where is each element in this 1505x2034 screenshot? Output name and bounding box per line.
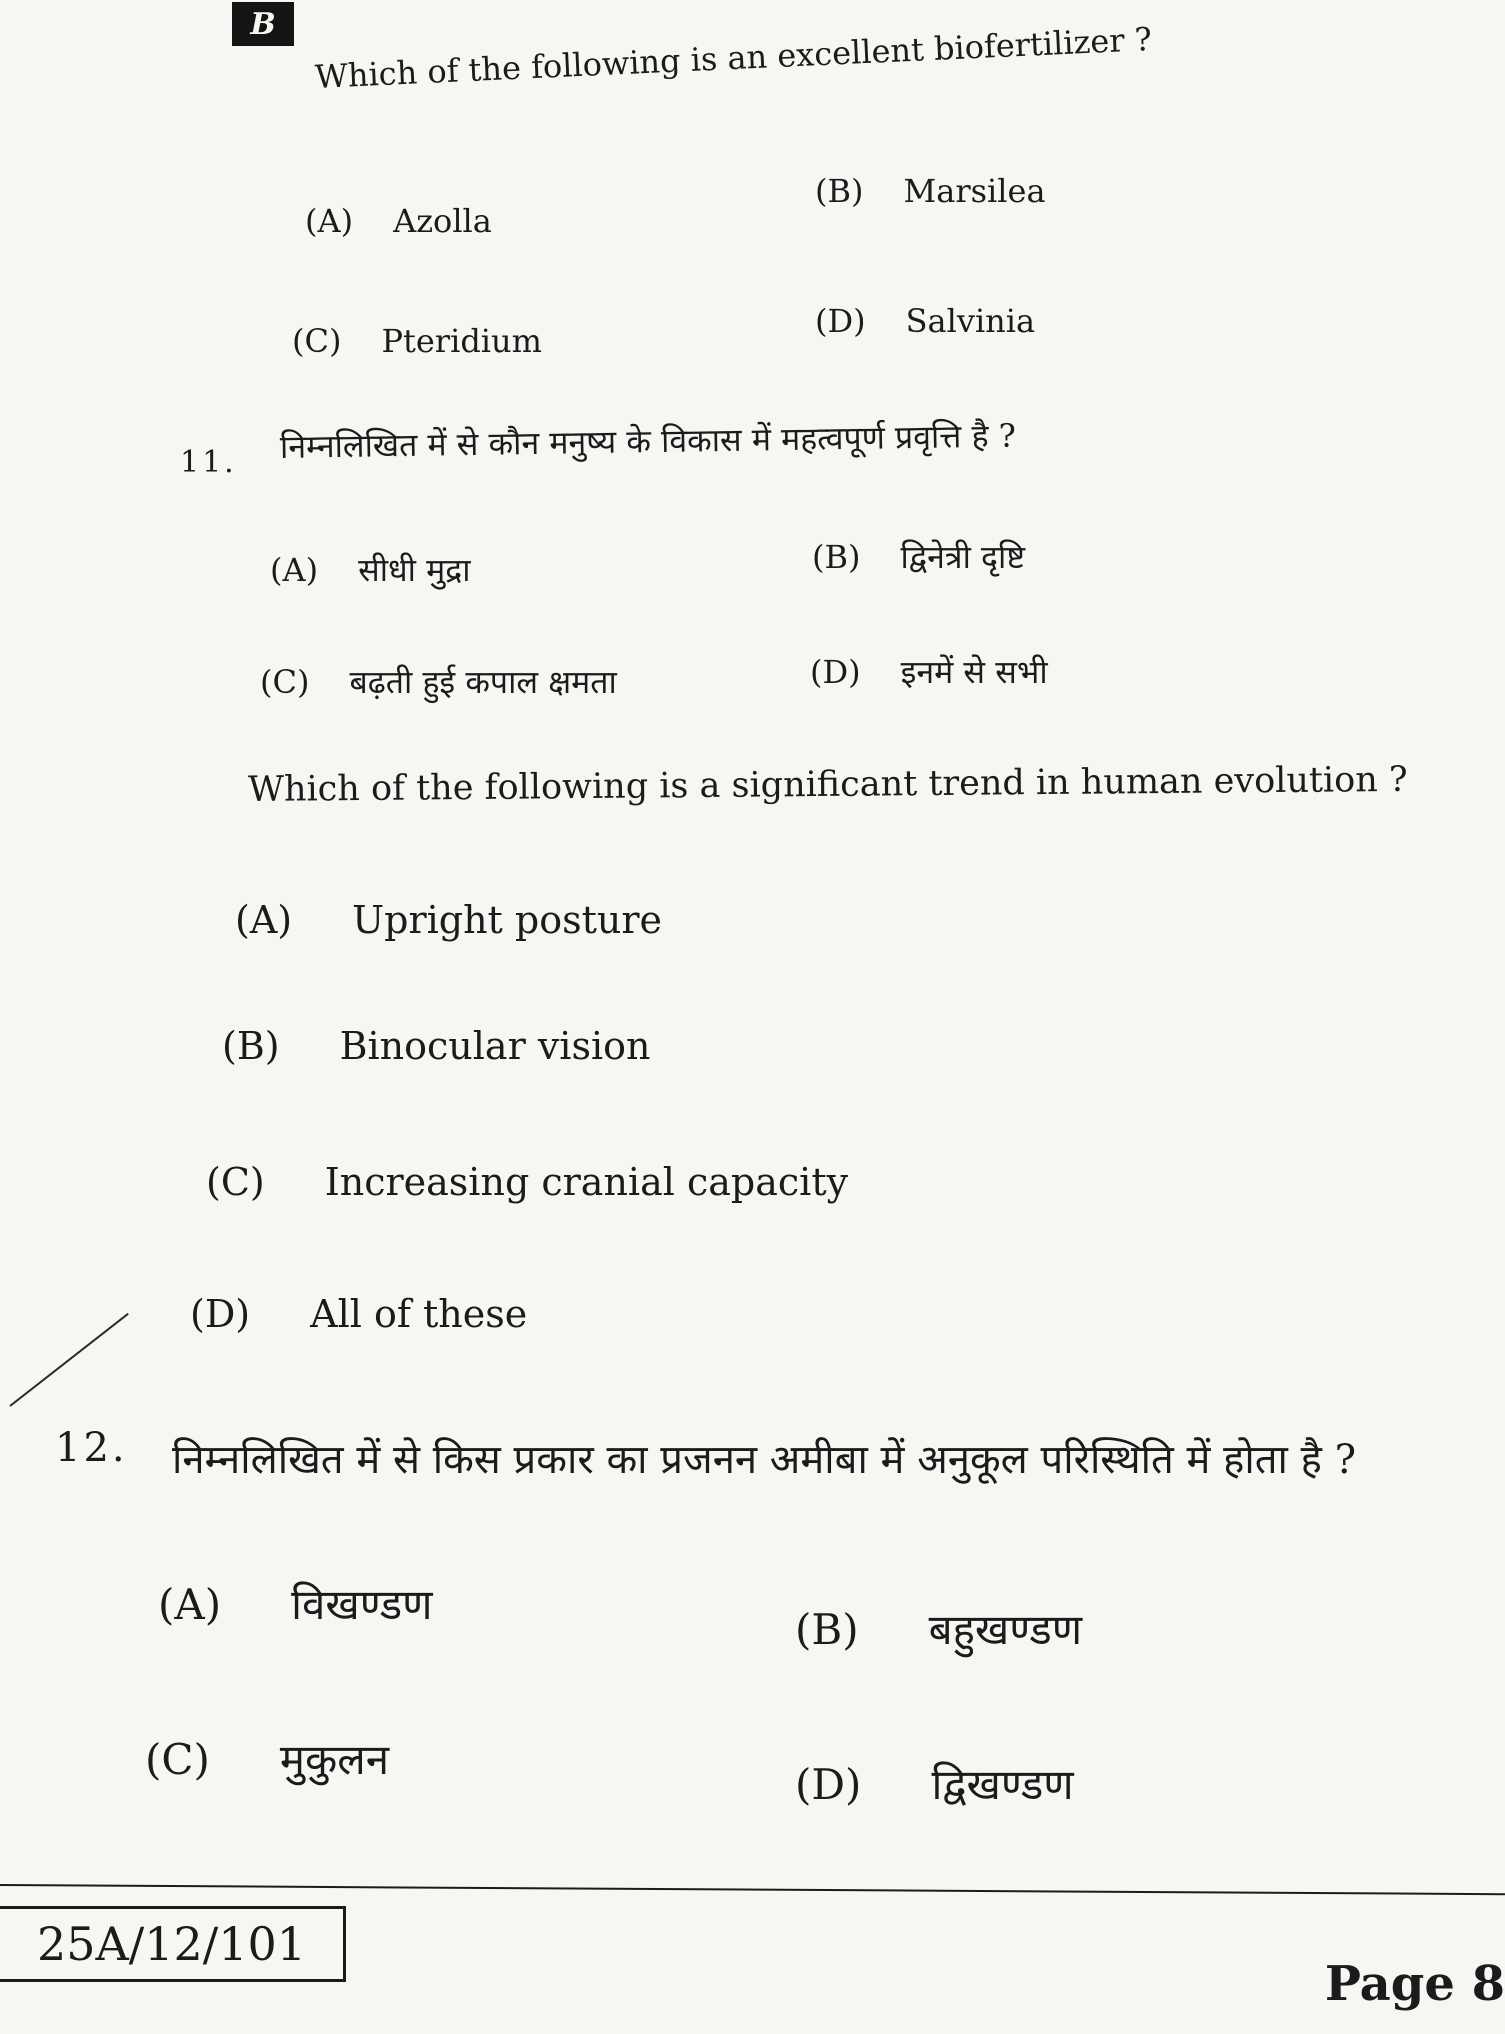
- option-label: (A): [158, 1580, 222, 1629]
- option-label: (B): [812, 538, 861, 576]
- page-number: Page 8: [1324, 1956, 1505, 2012]
- q10-option-a[interactable]: [305, 202, 492, 240]
- q11-option-b-hi[interactable]: [812, 535, 1025, 578]
- q10-option-c[interactable]: [292, 322, 542, 360]
- option-text: Azolla: [393, 202, 492, 240]
- option-label: (C): [292, 322, 342, 360]
- q11-option-a-en[interactable]: [235, 898, 662, 942]
- option-label: (D): [810, 653, 861, 691]
- option-text: इनमें से सभी: [900, 653, 1048, 691]
- option-text: सीधी मुद्रा: [358, 551, 471, 589]
- paper-code: 25A/12/101: [0, 1906, 346, 1982]
- option-text: बहुखण्डण: [928, 1605, 1083, 1654]
- q10-option-b[interactable]: [815, 172, 1046, 210]
- option-label: (A): [305, 202, 354, 240]
- option-label: (C): [206, 1160, 265, 1204]
- option-text: द्विनेत्री दृष्टि: [900, 538, 1026, 576]
- q10-option-d[interactable]: [815, 302, 1035, 340]
- option-text: Upright posture: [352, 898, 663, 942]
- option-label: (B): [815, 172, 864, 210]
- q11-option-d-en[interactable]: [190, 1292, 527, 1336]
- q11-option-b-en[interactable]: [222, 1024, 650, 1068]
- q11-option-c-en[interactable]: [206, 1160, 848, 1204]
- option-label: (B): [222, 1024, 280, 1068]
- q11-option-a-hi[interactable]: [270, 548, 471, 591]
- q11-number: 11.: [180, 445, 237, 480]
- q12-option-c[interactable]: [145, 1730, 389, 1787]
- option-label: (D): [795, 1760, 862, 1809]
- q10-question-en: Which of the following is an excellent biofertilizer ?: [314, 20, 1153, 96]
- q11-option-c-hi[interactable]: [260, 660, 617, 703]
- option-label: (A): [270, 551, 319, 589]
- option-text: Pteridium: [381, 322, 542, 360]
- option-text: Binocular vision: [339, 1024, 651, 1068]
- q12-question-hi: निम्नलिखित में से किस प्रकार का प्रजनन अमीबा में अनुकूल परिस्थिति में होता है ?: [172, 1437, 1357, 1483]
- q12-option-b[interactable]: [795, 1600, 1082, 1657]
- option-label: (A): [235, 898, 293, 942]
- option-text: बढ़ती हुई कपाल क्षमता: [349, 663, 617, 701]
- option-text: द्विखण्डण: [931, 1760, 1074, 1809]
- q12-option-d[interactable]: [795, 1755, 1074, 1812]
- option-label: (D): [190, 1292, 251, 1336]
- option-label: (D): [815, 302, 866, 340]
- q11-option-d-hi[interactable]: [810, 650, 1048, 693]
- option-label: (B): [795, 1605, 859, 1654]
- option-text: Salvinia: [905, 302, 1036, 340]
- section-badge: B: [232, 2, 294, 46]
- option-text: Marsilea: [903, 172, 1046, 210]
- pen-tick-mark: [9, 1313, 128, 1407]
- q12-option-a[interactable]: [158, 1575, 432, 1632]
- q11-question-en: Which of the following is a significant trend in human evolution ?: [247, 759, 1408, 810]
- option-text: विखण्डण: [291, 1580, 433, 1629]
- q12-number: 12.: [55, 1425, 128, 1471]
- option-label: (C): [260, 663, 310, 701]
- option-text: मुकुलन: [279, 1735, 390, 1784]
- footer-rule: [0, 1884, 1505, 1895]
- option-text: Increasing cranial capacity: [324, 1160, 849, 1204]
- option-text: All of these: [310, 1292, 528, 1336]
- option-label: (C): [145, 1735, 210, 1784]
- q11-question-hi: निम्नलिखित में से कौन मनुष्य के विकास में महत्वपूर्ण प्रवृत्ति है ?: [279, 416, 1017, 466]
